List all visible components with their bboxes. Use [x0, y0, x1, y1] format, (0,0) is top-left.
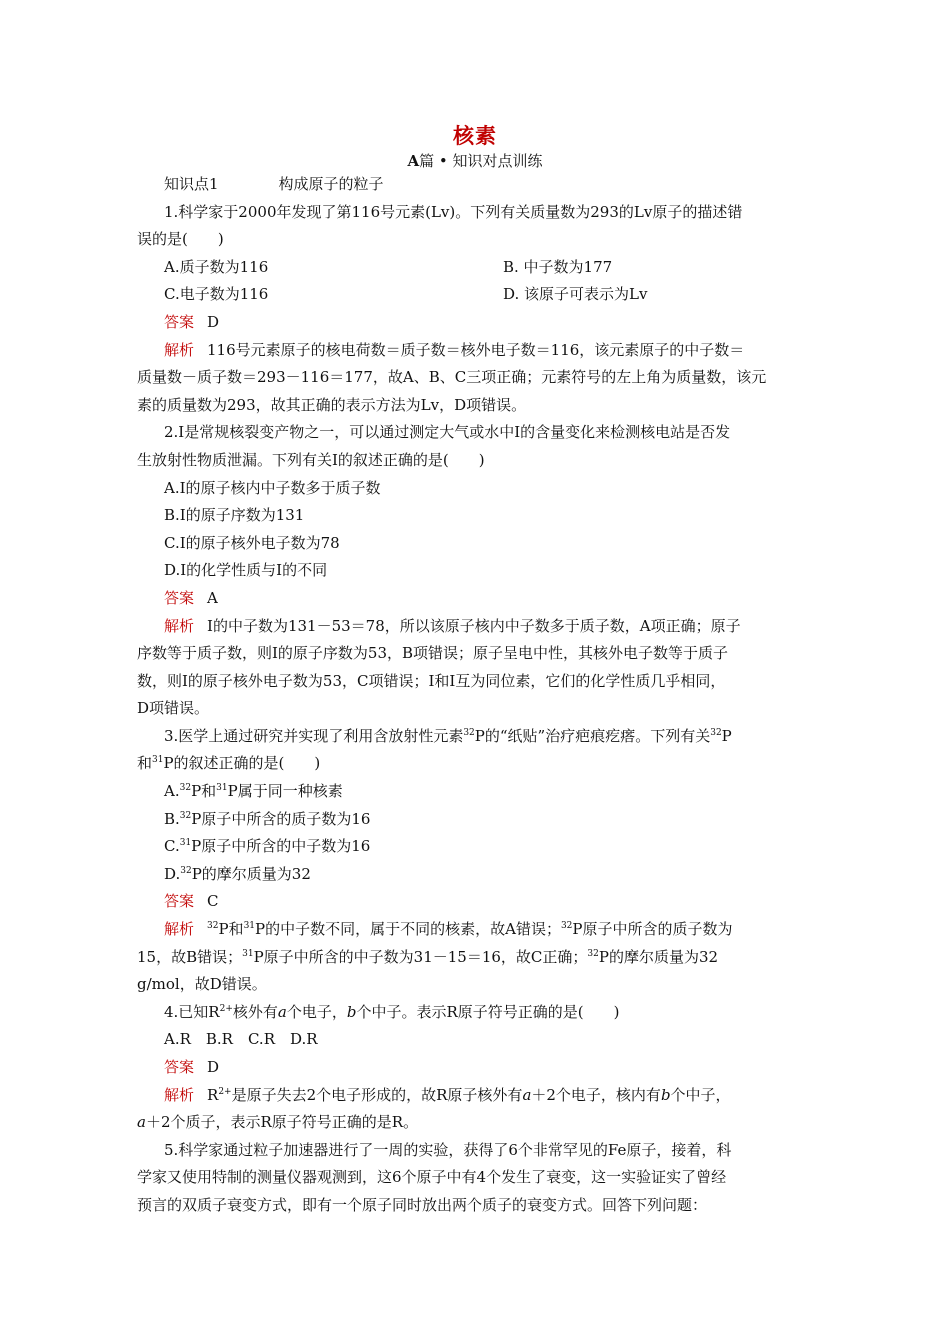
answer-value: D [207, 1058, 220, 1076]
text: ＋2个质子，表示R原子符号正确的是R。 [145, 1113, 419, 1132]
analysis-text: I的中子数为131－53＝78，所以该原子核内中子数多于质子数，A项正确；原子 [207, 616, 741, 635]
answer-value: C [207, 892, 219, 911]
answer-value: D [207, 312, 220, 331]
question-4-analysis-line-1 [137, 1082, 813, 1110]
mass-number: 31 [179, 838, 192, 849]
text: P属于同一种核素 [227, 782, 343, 801]
answer-value: A [207, 588, 218, 607]
text: P和 [218, 920, 244, 939]
question-2-line-2: 生放射性物质泄漏。下列有关I的叙述正确的是( ) [137, 450, 485, 469]
analysis-label: 解析 [164, 340, 195, 359]
question-3-analysis-line-2 [137, 944, 813, 972]
knowledge-point-topic: 构成原子的粒子 [278, 175, 384, 193]
question-3-answer [137, 888, 813, 916]
text: P原子中所含的质子数为 [572, 920, 733, 939]
mass-number: 32 [587, 948, 599, 959]
option-a: A.质子数为116 [164, 257, 269, 276]
answer-label: 答案 [164, 588, 195, 607]
text: 和 [137, 754, 153, 773]
analysis-text: 116号元素原子的核电荷数＝质子数＝核外电子数＝116，该元素原子的中子数＝ [207, 340, 745, 359]
question-4-analysis-line-2 [137, 1109, 813, 1137]
answer-label: 答案 [164, 1058, 195, 1076]
variable-a: a [522, 1085, 532, 1104]
option-d: D.I的化学性质与I的不同 [164, 561, 328, 580]
knowledge-point-heading [137, 171, 813, 199]
text: D. [164, 864, 181, 883]
variable-b: b [346, 1002, 357, 1021]
ion-charge: 2+ [218, 1086, 232, 1097]
text: ＋2个电子，核内有 [531, 1085, 661, 1104]
document-body [137, 171, 813, 1220]
option-a: A.I的原子核内中子数多于质子数 [164, 478, 381, 497]
text: 个中子。表示R原子符号正确的是( ) [356, 1002, 620, 1021]
question-1-options-row-1 [137, 254, 813, 282]
subtitle-part-a: A [407, 152, 420, 170]
page-title: 核素 [453, 123, 497, 148]
mass-number: 31 [152, 755, 164, 766]
mass-number: 32 [179, 810, 192, 821]
text: P的叙述正确的是( ) [163, 754, 321, 773]
question-1-line-1: 1.科学家于2000年发现了第116号元素(Lv)。下列有关质量数为293的Lv原子的描述错 [164, 202, 743, 221]
analysis-label: 解析 [164, 920, 195, 939]
analysis-label: 解析 [164, 1085, 195, 1104]
text: P原子中所含的中子数为31－15＝16，故C正确； [253, 947, 588, 966]
text: A. [164, 782, 180, 801]
text: 个电子， [286, 1002, 347, 1021]
question-1-line-2: 误的是( ) [137, 230, 224, 249]
section-subtitle [0, 150, 950, 171]
question-5-line-2: 学家又使用特制的测量仪器观测到，这6个原子中有4个发生了衰变，这一实验证实了曾经 [137, 1168, 727, 1187]
question-2-analysis-line-2: 序数等于质子数，则I的原子序数为53，B项错误；原子呈电中性，其核外电子数等于质子 [137, 644, 729, 663]
question-1-answer [137, 309, 813, 337]
mass-number: 32 [207, 921, 219, 932]
text: B. [164, 809, 180, 828]
option-d: D. 该原子可表示为Lv [503, 285, 648, 304]
ion-charge: 2+ [219, 1003, 233, 1014]
mass-number: 31 [243, 921, 256, 932]
text: P的“纸贴”治疗疤痕疙瘩。下列有关 [474, 726, 711, 745]
question-1-options-row-2 [137, 281, 813, 309]
answer-label: 答案 [164, 312, 195, 331]
mass-number: 31 [216, 783, 228, 794]
option-b: B. 中子数为177 [503, 257, 613, 276]
text: R [207, 1085, 219, 1104]
option-b [137, 806, 813, 834]
variable-a: a [277, 1002, 287, 1021]
question-2-analysis-line-1 [137, 613, 813, 641]
text: 个中子， [670, 1085, 731, 1104]
question-2-line-1: 2.I是常规核裂变产物之一，可以通过测定大气或水中I的含量变化来检测核电站是否发 [164, 423, 731, 442]
question-1-analysis-line-1 [137, 337, 813, 365]
text: 是原子失去2个电子形成的，故R原子核外有 [231, 1085, 523, 1104]
question-3-analysis-line-1 [137, 916, 813, 944]
text: P和 [191, 782, 217, 801]
knowledge-point-label: 知识点1 [164, 175, 219, 193]
text: 3.医学上通过研究并实现了利用含放射性元素 [164, 726, 464, 745]
mass-number: 32 [560, 921, 573, 932]
text: P的中子数不同，属于不同的核素，故A错误； [255, 920, 561, 939]
text: C. [164, 837, 180, 856]
analysis-label: 解析 [164, 616, 195, 635]
text: P的摩尔质量为32 [191, 864, 311, 883]
question-5-line-1: 5.科学家通过粒子加速器进行了一周的实验，获得了6个非常罕见的Fe原子，接着，科 [164, 1140, 732, 1159]
text: 4.已知R [164, 1002, 220, 1021]
text: 核外有 [232, 1002, 278, 1021]
option-c: C.I的原子核外电子数为78 [164, 533, 340, 552]
text: P原子中所含的质子数为16 [191, 809, 371, 828]
question-3-analysis-line-3: g/mol，故D错误。 [137, 975, 267, 994]
answer-label: 答案 [164, 892, 195, 911]
text: P原子中所含的中子数为16 [191, 837, 371, 856]
question-3-line-1 [137, 723, 813, 751]
text: P的摩尔质量为32 [598, 947, 719, 966]
subtitle-part-b: 篇 • 知识对点训练 [419, 152, 543, 170]
text: P [721, 726, 732, 745]
mass-number: 32 [180, 865, 192, 876]
question-1-analysis-line-3: 素的质量数为293，故其正确的表示方法为Lv，D项错误。 [137, 395, 527, 414]
question-4-options: A.R B.R C.R D.R [164, 1030, 318, 1049]
option-d [137, 861, 813, 889]
option-a [137, 778, 813, 806]
text: 15，故B错误； [137, 947, 243, 966]
variable-a: a [137, 1113, 146, 1132]
question-2-analysis-line-4: D项错误。 [137, 699, 210, 718]
question-2-analysis-line-3: 数，则I的原子核外电子数为53，C项错误；I和I互为同位素，它们的化学性质几乎相同， [137, 671, 726, 690]
option-c: C.电子数为116 [164, 285, 269, 304]
question-3-line-2 [137, 750, 813, 778]
question-4-answer [137, 1054, 813, 1082]
mass-number: 32 [179, 783, 192, 794]
option-c [137, 833, 813, 861]
mass-number: 32 [710, 727, 722, 738]
question-1-analysis-line-2: 质量数－质子数＝293－116＝177，故A、B、C三项正确；元素符号的左上角为质量数，该元 [137, 368, 767, 387]
mass-number: 31 [242, 948, 254, 959]
question-2-answer [137, 585, 813, 613]
mass-number: 32 [463, 727, 475, 738]
question-4-line-1 [137, 999, 813, 1027]
option-b: B.I的原子序数为131 [164, 506, 305, 525]
question-5-line-3: 预言的双质子衰变方式，即有一个原子同时放出两个质子的衰变方式。回答下列问题： [137, 1195, 708, 1214]
variable-b: b [660, 1085, 671, 1104]
